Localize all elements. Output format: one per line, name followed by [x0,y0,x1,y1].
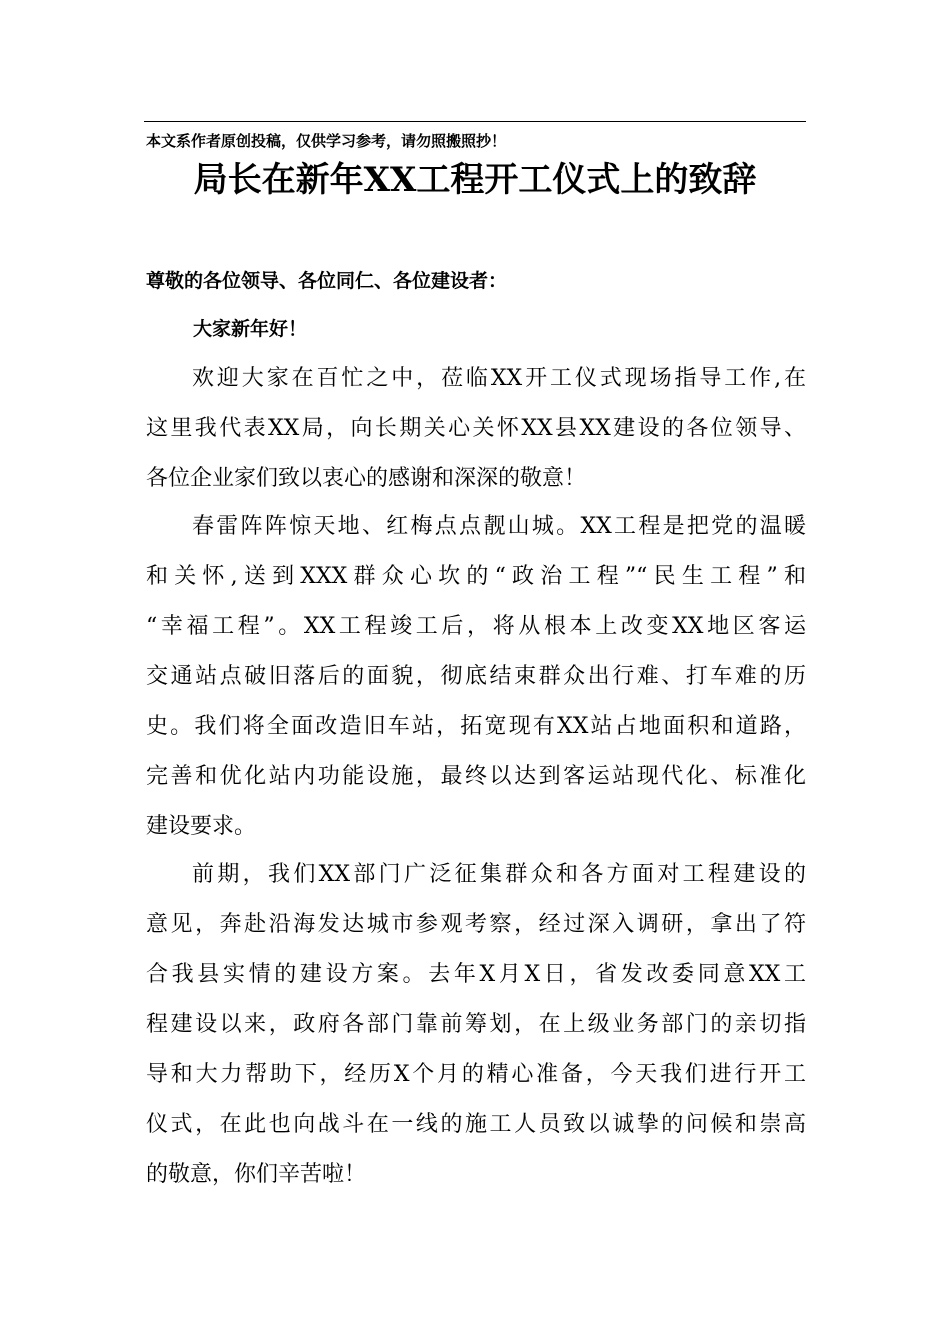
paragraph-line: 欢迎大家在百忙之中，莅临XX开工仪式现场指导工作,在 [192,366,806,391]
paragraph-line: 仪式，在此也向战斗在一线的施工人员致以诚挚的问候和崇高 [146,1112,806,1137]
paragraph-line: 完善和优化站内功能设施，最终以达到客运站现代化、标准化 [146,764,806,789]
paragraph-line: 春雷阵阵惊天地、红梅点点靓山城。XX工程是把党的温暖 [192,514,806,539]
header-rule [144,121,806,122]
paragraph-line: 史。我们将全面改造旧车站，拓宽现有XX站占地面积和道路， [146,714,806,739]
paragraph-2 [146,502,806,852]
paragraph-line: 合我县实情的建设方案。去年X月X日，省发改委同意XX工 [146,962,806,987]
paragraph-line: 这里我代表XX局，向长期关心关怀XX县XX建设的各位领导、 [146,416,806,441]
paragraph-line: 和关怀,送到XXX群众心坎的“政治工程”“民生工程”和 [146,564,806,589]
paragraph-line: 前期，我们XX部门广泛征集群众和各方面对工程建设的 [192,862,806,887]
paragraph-line: 意见，奔赴沿海发达城市参观考察，经过深入调研，拿出了符 [146,912,806,937]
paragraph-line: “幸福工程”。XX工程竣工后，将从根本上改变XX地区客运 [146,614,806,639]
paragraph-line: 建设要求。 [146,814,257,839]
document-title: 局长在新年XX工程开工仪式上的致辞 [193,160,757,200]
paragraph-line: 的敬意，你们辛苦啦！ [146,1162,367,1187]
paragraph-line: 程建设以来，政府各部门靠前筹划，在上级业务部门的亲切指 [146,1012,806,1037]
paragraph-line: 各位企业家们致以衷心的感谢和深深的敬意！ [146,466,587,491]
paragraph-1 [146,354,806,504]
greeting: 大家新年好！ [193,318,308,340]
paragraph-line: 导和大力帮助下，经历X个月的精心准备，今天我们进行开工 [146,1062,806,1087]
paragraph-3 [146,850,806,1200]
salutation: 尊敬的各位领导、各位同仁、各位建设者： [146,270,508,292]
header-note: 本文系作者原创投稿，仅供学习参考，请勿照搬照抄！ [146,132,507,150]
paragraph-line: 交通站点破旧落后的面貌，彻底结束群众出行难、打车难的历 [146,664,806,689]
